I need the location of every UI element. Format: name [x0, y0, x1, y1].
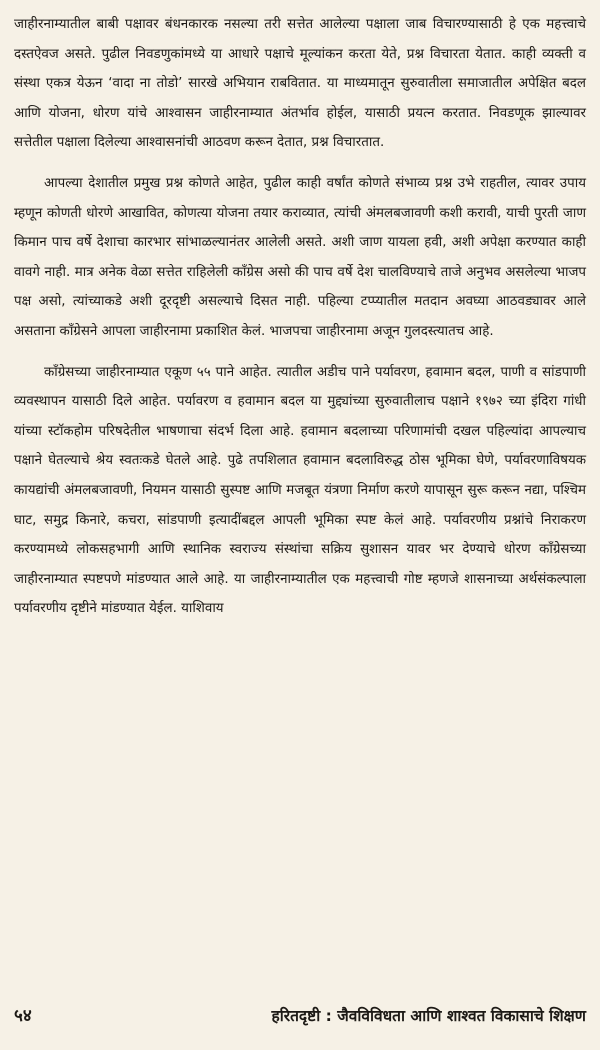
page-footer — [14, 993, 586, 1034]
running-footer-title: हरितदृष्टी : जैवविविधता आणि शाश्वत विकासाचे शिक्षण — [271, 1007, 586, 1025]
paragraph: जाहीरनाम्यातील बाबी पक्षावर बंधनकारक नसल्या तरी सत्तेत आलेल्या पक्षाला जाब विचारण्यासाठी हे एक महत्त्वाचे दस्तऐवज असते. पुढील निवडणुकांमध्ये या आधारे पक्षाचे मूल्यांकन करता येते, प्रश्न विचारता येतात. काही व्यक्ती व संस्था एकत्र येऊन ‘वादा ना तोडो’ सारखे अभियान राबवितात. या माध्यमातून सुरुवातीला समाजातील अपेक्षित बदल आणि योजना, धोरण यांचे आश्वासन जाहीरनाम्यात अंतर्भाव होईल, यासाठी प्रयत्न करतात. निवडणूक झाल्यावर सत्तेतील पक्षाला दिलेल्या आश्वासनांची आठवण करून देतात, प्रश्न विचारतात. — [14, 17, 586, 151]
body-text — [14, 10, 586, 624]
paragraph: आपल्या देशातील प्रमुख प्रश्न कोणते आहेत, पुढील काही वर्षांत कोणते संभाव्य प्रश्न उभे राहतील, त्यावर उपाय म्हणून कोणती धोरणे आखावित, कोणत्या योजना तयार कराव्यात, त्यांची अंमलबजावणी कशी करावी, याची पुरती जाण किमान पाच वर्षे देशाचा कारभार सांभाळल्यानंतर आलेली असते. अशी जाण यायला हवी, अशी अपेक्षा करण्यात काही वावगे नाही. मात्र अनेक वेळा सत्तेत राहिलेली काँग्रेस असो की पाच वर्षे देश चालविण्याचे ताजे अनुभव असलेल्या भाजप पक्ष असो, त्यांच्याकडे अशी दूरदृष्टी असल्याचे दिसत नाही. पहिल्या टप्प्यातील मतदान अवघ्या आठवड्यावर आले असताना काँग्रेसने आपला जाहीरनामा प्रकाशित केलं. भाजपचा जाहीरनामा अजून गुलदस्त्यातच आहे. — [14, 175, 586, 339]
paragraph: काँग्रेसच्या जाहीरनाम्यात एकूण ५५ पाने आहेत. त्यातील अडीच पाने पर्यावरण, हवामान बदल, पाणी व सांडपाणी व्यवस्थापन यासाठी दिले आहेत. पर्यावरण व हवामान बदल या मुद्द्यांच्या सुरुवातीलाच पक्षाने १९७२ च्या इंदिरा गांधी यांच्या स्टॉकहोम परिषदेतील भाषणाचा संदर्भ दिला आहे. हवामान बदलाच्या परिणामांची दखल पहिल्यांदा आपल्याच पक्षाने घेतल्याचे श्रेय स्वतःकडे घेतले आहे. पुढे तपशिलात हवामान बदलाविरुद्ध ठोस भूमिका घेणे, पर्यावरणाविषयक कायद्यांची अंमलबजावणी, नियमन यासाठी सुस्पष्ट आणि मजबूत यंत्रणा निर्माण करणे यापासून सुरू करून नद्या, पश्चिम घाट, समुद्र किनारे, कचरा, सांडपाणी इत्यादींबद्दल आपली भूमिका स्पष्ट केलं आहे. पर्यावरणीय प्रश्नांचे निराकरण करण्यामध्ये लोकसहभागी आणि स्थानिक स्वराज्य संस्थांचा सक्रिय सुशासन यावर भर देण्याचे धोरण काँग्रेसच्या जाहीरनाम्यात स्पष्टपणे मांडण्यात आले आहे. या जाहीरनाम्यातील एक महत्त्वाची गोष्ट म्हणजे शासनाच्या अर्थसंकल्पाला पर्यावरणीय दृष्टीने मांडण्यात येईल. याशिवाय — [14, 364, 586, 617]
page-number: ५४ — [14, 1006, 32, 1026]
